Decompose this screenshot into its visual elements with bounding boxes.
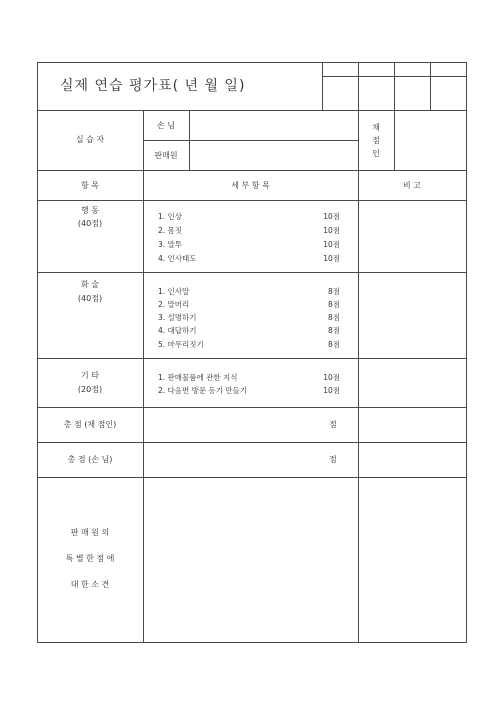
- title-divider: [322, 62, 323, 110]
- section-1-label: 행 동: [81, 206, 99, 215]
- title-bottom-line: [37, 110, 467, 111]
- section-2-label: 화 술: [81, 280, 99, 289]
- section-1-score-4: 10점: [323, 254, 340, 263]
- section-3-points: (20점): [77, 385, 103, 394]
- section-2-item-3: 3. 설명하기: [158, 313, 197, 322]
- salesperson-label: 판매원: [154, 151, 178, 160]
- grader-label-1: 채: [372, 123, 380, 132]
- total-customer-unit: 점: [329, 455, 337, 464]
- section-1-item-3: 3. 말투: [158, 240, 183, 249]
- notes-label-2: 특 별 한 점 에: [65, 554, 115, 563]
- section-1-score-3: 10점: [323, 240, 340, 249]
- section-3-item-1: 1. 판매물품에 관한 지식: [158, 373, 238, 382]
- salesperson-field[interactable]: [189, 148, 358, 168]
- trainee-label: 실 습 자: [75, 135, 105, 144]
- col-header-remarks: 비 고: [403, 181, 421, 190]
- small-grid-v2: [394, 62, 395, 110]
- trainee-mid-line: [143, 140, 358, 141]
- customer-label: 손 님: [157, 121, 175, 130]
- header-bottom-line: [37, 200, 467, 201]
- section-1-score-2: 10점: [323, 226, 340, 235]
- section-2-score-5: 8점: [327, 340, 340, 349]
- section-2-item-5: 5. 마무리짓기: [158, 340, 204, 349]
- grader-label-2: 점: [372, 136, 380, 145]
- total-2-bottom-line: [37, 477, 467, 478]
- section-2-points: (40점): [77, 294, 103, 303]
- section-2-score-2: 8점: [327, 300, 340, 309]
- section-2-score-4: 8점: [327, 326, 340, 335]
- section-1-score-1: 10점: [323, 212, 340, 221]
- section-3-score-2: 10점: [323, 386, 340, 395]
- section-2-item-2: 2. 말머리: [158, 300, 190, 309]
- section-2-item-4: 4. 대답하기: [158, 326, 197, 335]
- total-customer-label: 총 점 (손 님): [67, 455, 113, 464]
- section-2-bottom-line: [37, 358, 467, 359]
- col-header-item: 항 목: [81, 181, 99, 190]
- section-3-score-1: 10점: [323, 373, 340, 382]
- customer-field[interactable]: [189, 118, 358, 138]
- notes-label-3: 대 한 소 견: [70, 580, 110, 589]
- grader-signature-field[interactable]: [398, 114, 462, 166]
- section-3-item-2: 2. 다음번 방문 동기 만들기: [158, 386, 248, 395]
- page-title: 실제 연습 평가표( 년 월 일): [60, 78, 246, 94]
- section-3-label: 기 타: [81, 371, 99, 380]
- total-grader-label: 총 점 (채 점인): [63, 420, 117, 429]
- trainee-bottom-line: [37, 170, 467, 171]
- border-right: [466, 62, 467, 643]
- section-1-item-4: 4. 인사태도: [158, 254, 197, 263]
- small-grid-v1: [358, 62, 359, 110]
- section-1-bottom-line: [37, 272, 467, 273]
- col-divider-grader: [394, 110, 395, 170]
- col-header-details: 세 부 항 목: [231, 181, 270, 190]
- border-bottom: [37, 642, 467, 643]
- border-top: [37, 62, 467, 63]
- section-1-item-2: 2. 몸짓: [158, 226, 183, 235]
- total-grader-unit: 점: [329, 420, 337, 429]
- section-2-score-1: 8점: [327, 287, 340, 296]
- section-2-item-1: 1. 인사말: [158, 287, 190, 296]
- grader-label-3: 인: [372, 149, 380, 158]
- notes-label-1: 판 매 원 의: [70, 528, 110, 537]
- total-1-bottom-line: [37, 442, 467, 443]
- section-2-score-3: 8점: [327, 313, 340, 322]
- notes-field[interactable]: [147, 482, 354, 638]
- section-1-item-1: 1. 인상: [158, 212, 183, 221]
- small-grid-v3: [430, 62, 431, 110]
- section-1-points: (40점): [77, 219, 103, 228]
- section-3-bottom-line: [37, 407, 467, 408]
